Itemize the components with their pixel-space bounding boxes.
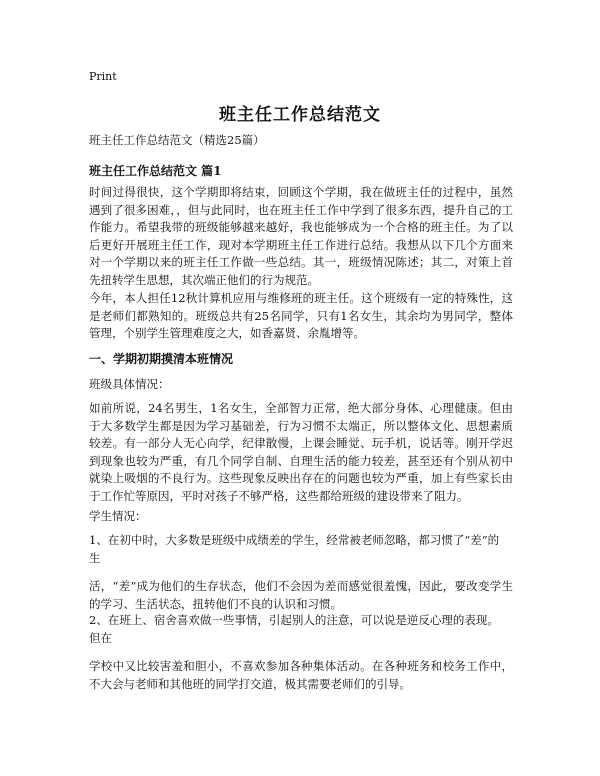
item-1-cont-text: 活，“差”成为他们的生存状态，他们不会因为差而感觉很羞愧，因此，要改变学生的学习、生活状态，扭转他们不良的认识和习惯。 xyxy=(89,579,513,611)
class-label-text: 班级具体情况： xyxy=(89,377,170,391)
paragraph-1-text: 时间过得很快，这个学期即将结束，回顾这个学期，我在做班主任的过程中，虽然遇到了很多困难，，但与此同时，也在班主任工作中学到了很多东西，提升自己的工作能力。希望我带的班级能够越来越好，我也能够成为一个合格的班主任。为了以后更好开展班主任工作，现对本学期班主任工作进行总结。我想从以下几个方面来对一个学期以来的班主任工作做一些总结。其一，班级情况陈述；其二，对策上首先扭转学生思想，其次端正他们的行为规范。 xyxy=(89,185,513,287)
class-label xyxy=(89,376,513,394)
print-label[interactable]: Print xyxy=(89,70,117,83)
class-paragraph xyxy=(89,400,513,506)
item-2-continuation xyxy=(89,658,513,693)
student-label xyxy=(89,508,513,526)
item-1 xyxy=(89,532,513,567)
paragraph-2 xyxy=(89,290,513,343)
item-2-line-2: 但在 xyxy=(89,630,112,645)
paragraph-1 xyxy=(89,184,513,290)
item-2 xyxy=(89,612,513,647)
class-paragraph-text: 如前所说，24名男生，1名女生，全部智力正常，绝大部分身体、心理健康。但由于大多数学生都是因为学习基础差，行为习惯不太端正，所以整体文化、思想素质较差。有一部分人无心向学，纪律散慢，上课会睡觉、玩手机，说话等。刚开学迟到现象也较为严重，有几个同学自制、自理生活的能力较差，甚至还有个别从初中就染上吸烟的不良行为。这些现象反映出存在的问题也较为严重，加上有些家长由于工作忙等原因，平时对孩子不够严格，这些都给班级的建设带来了阻力。 xyxy=(89,401,513,503)
item-1-line-2: 生 xyxy=(89,550,101,565)
item-1-continuation xyxy=(89,578,513,613)
item-2-cont-text: 学校中又比较害羞和胆小，不喜欢参加各种集体活动。在各种班务和校务工作中，不大会与老师和其他班的同学打交道，极其需要老师们的引导。 xyxy=(89,659,513,691)
page-title: 班主任工作总结范文 xyxy=(219,105,381,125)
paragraph-2-text: 今年，本人担任12秋计算机应用与维修班的班主任。这个班级有一定的特殊性，这是老师们都熟知的。班级总共有25名同学，只有1名女生，其余均为男同学，整体管理，个别学生管理难度之大，如香嘉贤、余胤增等。 xyxy=(89,291,513,341)
item-2-line-1: 2、在班上、宿舍喜欢做一些事情，引起别人的注意，可以说是逆反心理的表现。 xyxy=(89,613,499,627)
subtitle: 班主任工作总结范文（精选25篇） xyxy=(89,133,265,147)
article-heading: 班主任工作总结范文 篇1 xyxy=(89,164,222,178)
item-1-line-1: 1、在初中时，大多数是班级中成绩差的学生，经常被老师忽略，都习惯了“差”的 xyxy=(89,533,500,547)
student-label-text: 学生情况： xyxy=(89,509,147,523)
section-heading: 一、学期初期摸清本班情况 xyxy=(89,352,234,366)
